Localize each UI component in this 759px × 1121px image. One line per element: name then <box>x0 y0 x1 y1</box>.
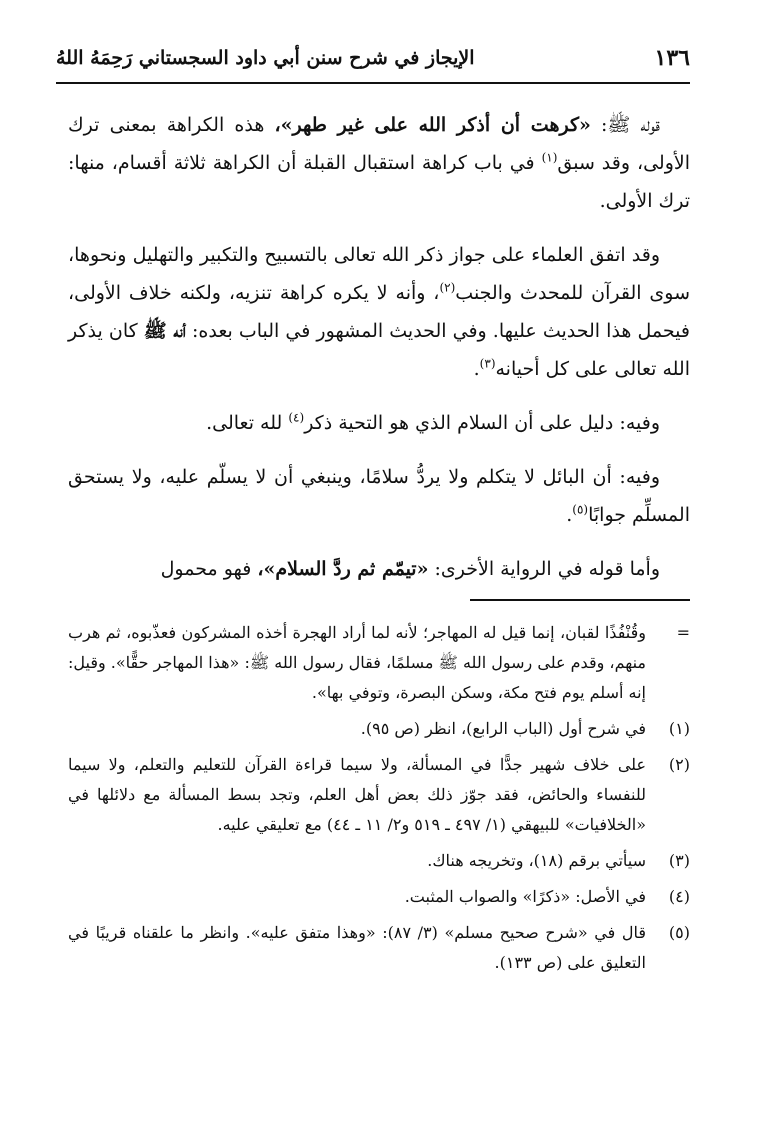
footnote-ref-5: (٥) <box>572 502 589 517</box>
paragraph-lead: وأما قوله في الرواية الأخرى: <box>434 558 660 580</box>
hadith-quote: «كرهت أن أذكر الله على غير طهر»، <box>274 114 591 136</box>
footnote-4 <box>68 882 690 912</box>
footnotes <box>68 618 690 984</box>
footnote-mark: (٤) <box>668 887 690 906</box>
footnote-text: على خلاف شهير جدًّا في المسألة، ولا سيما قراءة القرآن للتعليم والتعلم، ولا سيما للنفساء والحائض، فقد جوّز ذلك بعض أهل العلم، وتجد بسط المسألة مع دلائلها في «الخلافيات» للبيهقي (١/ ٤٩٧ ـ ٥١٩ و٢/ ١١ ـ ٤٤) مع تعليقي عليه. <box>68 755 646 834</box>
paragraph-text: وقد اتفق العلماء على جواز ذكر الله تعالى بالتسبيح والتكبير والتهليل ونحوها، سوى القرآن للمحدث والجنب <box>68 244 690 304</box>
paragraph-lead: قوله ﷺ: <box>601 114 660 136</box>
paragraph-text: . <box>473 358 480 380</box>
paragraph-text: . <box>566 504 573 526</box>
footnote-text: وقُنْفُذًا لقبان، إنما قيل له المهاجر؛ لأنه لما أراد الهجرة أخذه المشركون فعذّبوه، ثم هرب منهم، وقدم على رسول الله ﷺ مسلمًا، فقال رسول الله ﷺ: «هذا المهاجر حقًّا». وقيل: إنه أسلم يوم فتح مكة، وسكن البصرة، وتوفي بها». <box>68 623 646 702</box>
footnote-mark: = <box>676 623 690 642</box>
footnote-separator <box>470 599 690 601</box>
paragraph-3 <box>68 404 690 442</box>
paragraph-4 <box>68 458 690 534</box>
paragraph-text: لله تعالى. <box>206 412 283 434</box>
paragraph-text: وفيه: أن البائل لا يتكلم ولا يردُّ سلامًا، وينبغي أن لا يسلّم عليه، ولا يستحق المسلِّم جوابًا <box>68 466 690 526</box>
footnote-5 <box>68 918 690 978</box>
page-header <box>56 34 690 84</box>
paragraph-text: فهو محمول <box>160 558 252 580</box>
footnote-mark: (٢) <box>668 755 690 774</box>
bold-phrase: أنه ﷺ <box>143 320 186 342</box>
footnote-text: قال في «شرح صحيح مسلم» (٣/ ٨٧): «وهذا متفق عليه». وانظر ما علقناه قريبًا في التعليق على (ص ١٣٣). <box>68 923 646 972</box>
footnote-continued <box>68 618 690 708</box>
running-title: الإيجاز في شرح سنن أبي داود السجستاني رَحِمَهُ اللهُ <box>56 47 475 69</box>
hadith-quote: «تيمّم ثم ردَّ السلام»، <box>257 558 429 580</box>
paragraph-1 <box>68 106 690 220</box>
footnote-ref-1: (١) <box>541 150 558 165</box>
footnote-text: سيأتي برقم (١٨)، وتخريجه هناك. <box>427 851 646 870</box>
footnote-mark: (٥) <box>668 923 690 942</box>
paragraph-text: هذه الكراهة بمعنى ترك الأولى، وقد سبق <box>68 114 691 174</box>
footnote-ref-2: (٢) <box>439 280 456 295</box>
footnote-text: في الأصل: «ذكرًا» والصواب المثبت. <box>404 887 646 906</box>
footnote-ref-3: (٣) <box>479 356 496 371</box>
main-text <box>68 106 690 604</box>
footnote-1 <box>68 714 690 744</box>
paragraph-2 <box>68 236 690 388</box>
footnote-2 <box>68 750 690 840</box>
paragraph-text: ، وأنه لا يكره كراهة تنزيه، ولكنه خلاف الأولى، فيحمل هذا الحديث عليها. وفي الحديث المشهور في الباب بعده: <box>68 282 690 342</box>
footnote-3 <box>68 846 690 876</box>
footnote-ref-4: (٤) <box>288 410 305 425</box>
paragraph-text: وفيه: دليل على أن السلام الذي هو التحية ذكر <box>304 412 660 434</box>
footnote-mark: (١) <box>668 719 690 738</box>
footnote-mark: (٣) <box>668 851 690 870</box>
page-number: ١٣٦ <box>654 45 690 71</box>
paragraph-5 <box>68 550 690 588</box>
paragraph-text: كان يذكر الله تعالى على كل أحيانه <box>68 320 690 380</box>
footnote-text: في شرح أول (الباب الرابع)، انظر (ص ٩٥). <box>360 719 646 738</box>
paragraph-text: في باب كراهة استقبال القبلة أن الكراهة ثلاثة أقسام، منها: ترك الأولى. <box>68 152 690 212</box>
